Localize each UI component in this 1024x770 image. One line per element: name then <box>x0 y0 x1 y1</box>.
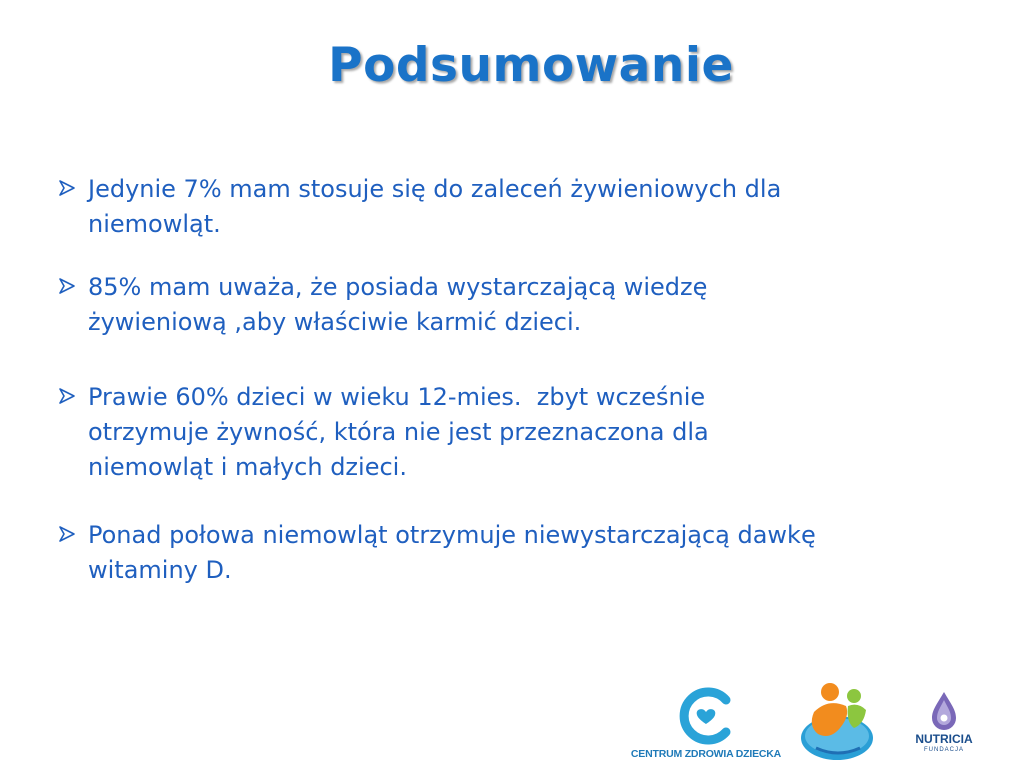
bullet-item <box>52 172 972 242</box>
bullet-text: 85% mam uważa, że posiada wystarczającą wiedzę żywieniową ,aby właściwie karmić dzieci. <box>88 273 708 336</box>
nutricia-drop-icon <box>904 688 984 732</box>
nutricia-fundacja-logo <box>904 688 984 766</box>
bullet-item <box>52 518 972 588</box>
bullet-item <box>52 380 972 485</box>
centrum-zdrowia-dziecka-label: CENTRUM ZDROWIA DZIECKA <box>630 748 782 760</box>
bullet-text: Jedynie 7% mam stosuje się do zaleceń żywieniowych dla niemowląt. <box>88 175 782 238</box>
children-figures-logo <box>796 676 878 764</box>
centrum-zdrowia-dziecka-logo <box>628 686 782 770</box>
children-figures-icon <box>796 676 878 764</box>
bullet-text: Ponad połowa niemowląt otrzymuje niewystarczającą dawkę witaminy D. <box>88 521 816 584</box>
fundacja-label: FUNDACJA <box>923 747 964 753</box>
bullet-text: Prawie 60% dzieci w wieku 12-mies. zbyt wcześnie otrzymuje żywność, która nie jest przeznaczona dla niemowląt i małych dzieci. <box>88 383 709 481</box>
arrow-bullet-icon <box>58 525 76 543</box>
footer-logos <box>620 672 1020 766</box>
czd-emblem-icon <box>628 686 778 746</box>
bullet-item <box>52 270 972 340</box>
nutricia-label: NUTRICIA <box>915 732 973 746</box>
arrow-bullet-icon <box>58 179 76 197</box>
slide-title: Podsumowanie <box>328 38 734 93</box>
arrow-bullet-icon <box>58 387 76 405</box>
arrow-bullet-icon <box>58 277 76 295</box>
